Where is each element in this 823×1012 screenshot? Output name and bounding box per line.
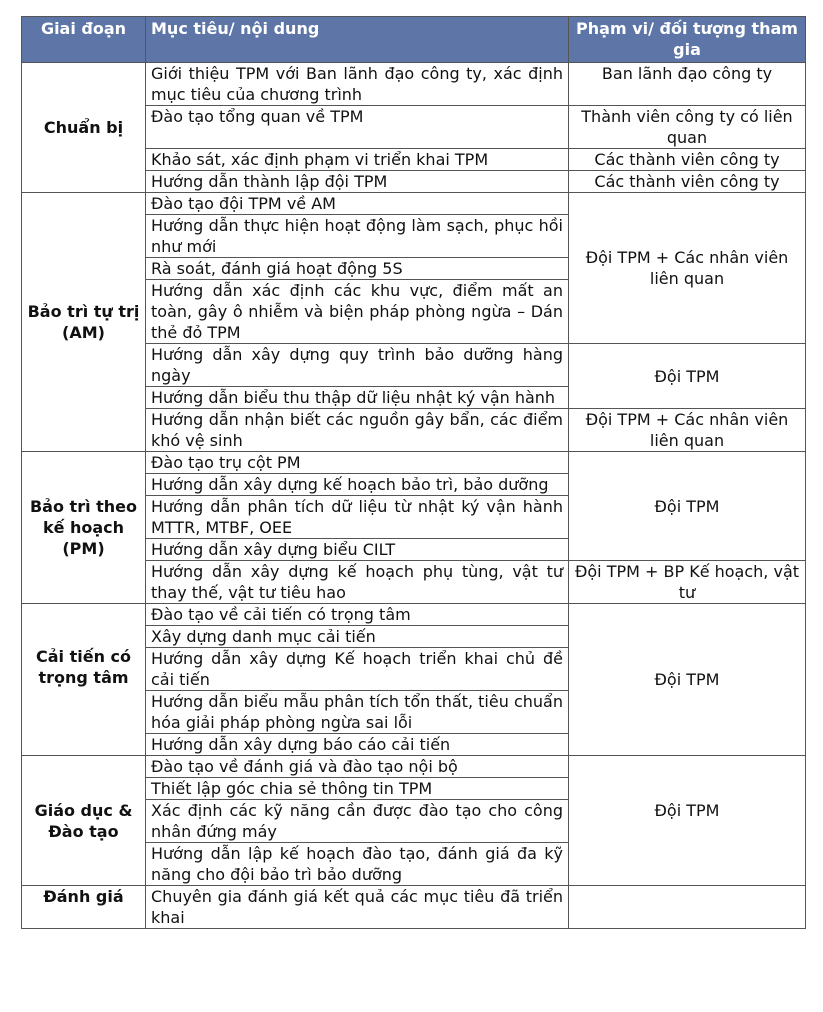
content-cell: Rà soát, đánh giá hoạt động 5S (146, 258, 569, 280)
scope-cell: Đội TPM (569, 344, 806, 409)
scope-cell: Các thành viên công ty (569, 171, 806, 193)
stage-cell: Chuẩn bị (22, 63, 146, 193)
stage-cell: Cải tiến có trọng tâm (22, 604, 146, 756)
content-cell: Hướng dẫn xây dựng quy trình bảo dưỡng hàng ngày (146, 344, 569, 387)
content-cell: Hướng dẫn thành lập đội TPM (146, 171, 569, 193)
scope-cell: Đội TPM (569, 756, 806, 886)
content-cell: Hướng dẫn biểu mẫu phân tích tổn thất, tiêu chuẩn hóa giải pháp phòng ngừa sai lỗi (146, 691, 569, 734)
content-cell: Hướng dẫn xây dựng kế hoạch bảo trì, bảo dưỡng (146, 474, 569, 496)
scope-cell: Các thành viên công ty (569, 149, 806, 171)
content-cell: Hướng dẫn thực hiện hoạt động làm sạch, phục hồi như mới (146, 215, 569, 258)
content-cell: Xây dựng danh mục cải tiến (146, 626, 569, 648)
content-cell: Đào tạo về cải tiến có trọng tâm (146, 604, 569, 626)
header-content: Mục tiêu/ nội dung (146, 17, 569, 63)
content-cell: Hướng dẫn xác định các khu vực, điểm mất an toàn, gây ô nhiễm và biện pháp phòng ngừa – Dán thẻ đỏ TPM (146, 280, 569, 344)
scope-cell: Đội TPM (569, 452, 806, 561)
content-cell: Đào tạo về đánh giá và đào tạo nội bộ (146, 756, 569, 778)
table-row (22, 886, 806, 929)
scope-cell: Đội TPM (569, 604, 806, 756)
scope-cell: Đội TPM + Các nhân viên liên quan (569, 409, 806, 452)
header-row (22, 17, 806, 63)
stage-cell: Bảo trì tự trị (AM) (22, 193, 146, 452)
table-row (22, 452, 806, 474)
content-cell: Khảo sát, xác định phạm vi triển khai TPM (146, 149, 569, 171)
table-row (22, 604, 806, 626)
scope-cell (569, 886, 806, 929)
content-cell: Hướng dẫn xây dựng Kế hoạch triển khai chủ đề cải tiến (146, 648, 569, 691)
scope-cell: Đội TPM + Các nhân viên liên quan (569, 193, 806, 344)
content-cell: Thiết lập góc chia sẻ thông tin TPM (146, 778, 569, 800)
content-cell: Đào tạo trụ cột PM (146, 452, 569, 474)
stage-cell: Bảo trì theo kế hoạch (PM) (22, 452, 146, 604)
content-cell: Hướng dẫn nhận biết các nguồn gây bẩn, các điểm khó vệ sinh (146, 409, 569, 452)
content-cell: Hướng dẫn lập kế hoạch đào tạo, đánh giá đa kỹ năng cho đội bảo trì bảo dưỡng (146, 843, 569, 886)
table-row (22, 63, 806, 106)
content-cell: Hướng dẫn xây dựng kế hoạch phụ tùng, vật tư thay thế, vật tư tiêu hao (146, 561, 569, 604)
content-cell: Hướng dẫn biểu thu thập dữ liệu nhật ký vận hành (146, 387, 569, 409)
header-stage: Giai đoạn (22, 17, 146, 63)
tpm-plan-table (21, 16, 806, 929)
header-scope: Phạm vi/ đối tượng tham gia (569, 17, 806, 63)
content-cell: Hướng dẫn xây dựng biểu CILT (146, 539, 569, 561)
stage-cell: Đánh giá (22, 886, 146, 929)
scope-cell: Ban lãnh đạo công ty (569, 63, 806, 106)
content-cell: Chuyên gia đánh giá kết quả các mục tiêu đã triển khai (146, 886, 569, 929)
scope-cell: Thành viên công ty có liên quan (569, 106, 806, 149)
table-row (22, 756, 806, 778)
content-cell: Hướng dẫn phân tích dữ liệu từ nhật ký vận hành MTTR, MTBF, OEE (146, 496, 569, 539)
content-cell: Giới thiệu TPM với Ban lãnh đạo công ty, xác định mục tiêu của chương trình (146, 63, 569, 106)
scope-cell: Đội TPM + BP Kế hoạch, vật tư (569, 561, 806, 604)
content-cell: Đào tạo đội TPM về AM (146, 193, 569, 215)
content-cell: Hướng dẫn xây dựng báo cáo cải tiến (146, 734, 569, 756)
table-row (22, 193, 806, 215)
content-cell: Đào tạo tổng quan về TPM (146, 106, 569, 149)
content-cell: Xác định các kỹ năng cần được đào tạo cho công nhân đứng máy (146, 800, 569, 843)
stage-cell: Giáo dục & Đào tạo (22, 756, 146, 886)
